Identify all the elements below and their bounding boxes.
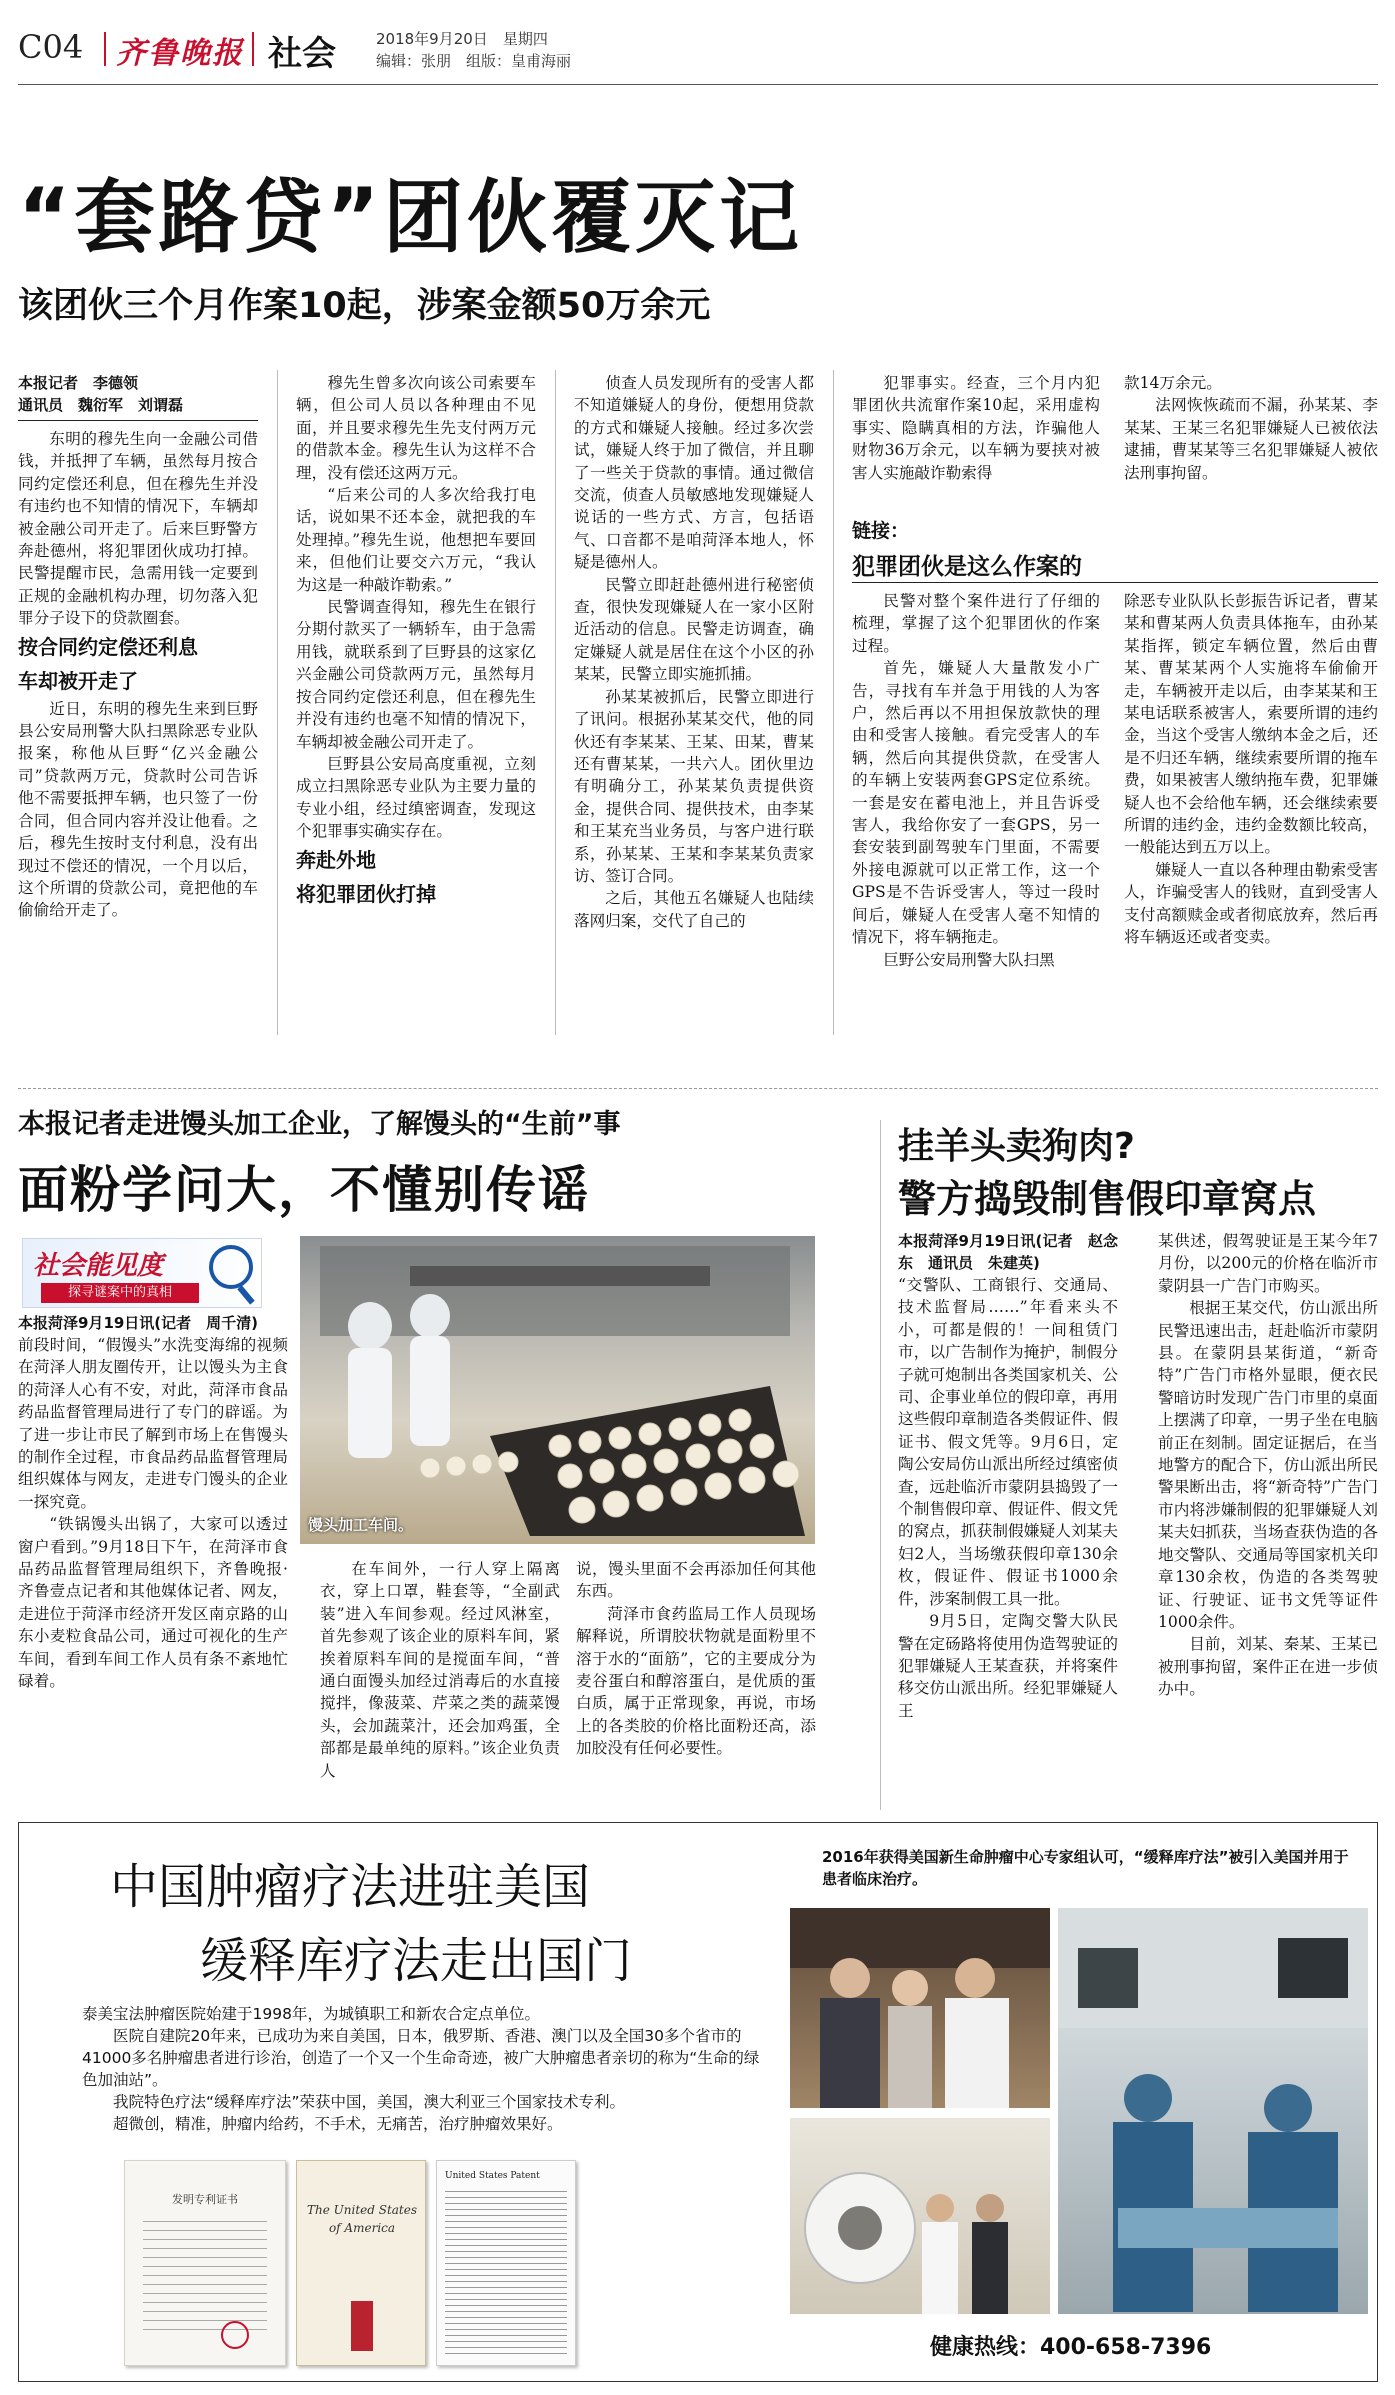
paragraph: 根据王某交代，仿山派出所民警迅速出击，赶赴临沂市蒙阴县。在蒙阴县某街道，“新奇特”广告门市格外显眼，便衣民警暗访时发现广告门市里的桌面上摆满了印章，一男子坐在电脑前正在刻制。固定证据后，在当地警方的配合下，仿山派出所民警果断出击，将“新奇特”广告门市内将涉嫌制假的犯罪嫌疑人刘某夫妇抓获，当场查获伪造的各地交警队、交通局等国家机关印章130余枚，伪造的各类驾驶证、行驶证、证书文凭等证件1000余件。: [1158, 1299, 1378, 1631]
reporter-line: 本报记者 李德领: [18, 374, 139, 392]
story1-col2: [296, 372, 536, 1032]
story1-col3: [574, 372, 814, 1032]
header-date: [376, 28, 548, 49]
ad-title-2: 缓释库疗法走出国门: [200, 1933, 633, 1989]
ad-photo-doctors: [790, 1908, 1050, 2108]
ad-photo-surgery: [1058, 1908, 1368, 2314]
col-divider: [880, 1120, 881, 1810]
col-divider: [277, 370, 278, 1035]
paragraph: 目前，刘某、秦某、王某已被刑事拘留，案件正在进一步侦办中。: [1158, 1635, 1378, 1699]
story2-col1: [18, 1312, 288, 1797]
paragraph: 说，馒头里面不会再添加任何其他东西。: [576, 1560, 816, 1601]
paragraph: 9月5日，定陶交警大队民警在定砀路将使用伪造驾驶证的犯罪嫌疑人王某查获，并将案件移交仿山派出所。经犯罪嫌疑人王: [898, 1612, 1118, 1720]
subheading: 奔赴外地: [296, 847, 376, 872]
seal-icon: [221, 2321, 249, 2349]
photo-caption: 馒头加工车间。: [308, 1516, 414, 1534]
cert-us-title: The United States of America: [306, 2203, 418, 2235]
doctors-illustration: [790, 1908, 1050, 2108]
story1-col1: [18, 428, 258, 1033]
ribbon-icon: [351, 2301, 373, 2351]
story2-col2: [320, 1558, 560, 1798]
date-text: 2018年9月20日: [376, 30, 488, 48]
paragraph: “铁锅馒头出锅了，大家可以透过窗户看到。”9月18日下午，在菏泽市食品药品监督管理局组织下，齐鲁晚报·齐鲁壹点记者和其他媒体记者、网友，走进位于菏泽市经济开发区南京路的山东小麦粒食品公司，通过可视化的生产车间，看到车间工作人员有条不紊地忙碌着。: [18, 1515, 288, 1691]
story2-headline: 面粉学问大，不懂别传谣: [18, 1161, 590, 1219]
page-number: C04: [18, 28, 84, 66]
paragraph: 前段时间，“假馒头”水洗变海绵的视频在菏泽人朋友圈传开，让以馒头为主食的菏泽人心有不安，对此，菏泽市食品药品监督管理局进行了专门的辟谣。为了进一步让市民了解到市场上在售馒头的制作全过程，市食品药品监督管理局组织媒体与网友，走进专门馒头的企业一探究竟。: [18, 1336, 288, 1511]
story3-col2: [1158, 1230, 1378, 1805]
link-label: 链接：: [852, 520, 910, 542]
header-divider-2: [252, 32, 254, 66]
paragraph: 孙某某被抓后，民警立即进行了讯问。根据孙某某交代，他的同伙还有李某某、王某、田某，曹某还有曹某某，一共六人。团伙里边有明确分工，孙某某负责提供资金，提供合同、提供技术，由李某和王某充当业务员，与客户进行联系，孙某某、王某和李某某负责家访、签订合同。: [574, 687, 814, 885]
ad-body-1: 泰美宝法肿瘤医院始建于1998年，为城镇职工和新农合定点单位。: [82, 2005, 540, 2023]
link-col1: [852, 590, 1100, 1030]
story1-byline: [18, 372, 258, 416]
paragraph: 民警调查得知，穆先生在银行分期付款买了一辆轿车，由于急需用钱，就联系到了巨野县的这家亿兴金融公司贷款两万元，虽然每月按合同约定偿还利息，但在穆先生并没有违约也毫不知情的情况下，车辆却被金融公司开走了。: [296, 598, 536, 751]
paragraph: 菏泽市食药监局工作人员现场解释说，所谓胶状物就是面粉里不溶于水的“面筋”，它的主要成分为麦谷蛋白和醇溶蛋白，是优质的蛋白质，属于正常现象，再说，市场上的各类胶的价格比面粉还高，添加胶没有任何必要性。: [576, 1604, 816, 1758]
ad-photo-scanner: [790, 2118, 1050, 2314]
story1-headline: “套路贷”团伙覆灭记: [18, 171, 804, 264]
story1-subhead: 该团伙三个月作案10起，涉案金额50万余元: [18, 286, 711, 326]
surgery-illustration: [1058, 1908, 1368, 2314]
cert-us-doc-title: United States Patent: [445, 2171, 540, 2181]
paragraph: 民警立即赶赴德州进行秘密侦查，很快发现嫌疑人在一家小区附近活动的信息。民警走访调查，确定嫌疑人就是居住在这个小区的孙某某，民警立即实施抓捕。: [574, 575, 814, 684]
ad-title-1: 中国肿瘤疗法进驻美国: [110, 1859, 591, 1915]
link-title: 犯罪团伙是这么作案的: [852, 554, 1082, 580]
column-logo-text: 社会能见度: [33, 1251, 164, 1281]
header-editors: [376, 50, 571, 71]
link-col2: [1124, 590, 1378, 1030]
paragraph: “交警队、工商银行、交通局、技术监督局……”年看来头不小，可都是假的！一间租赁门市，以广告制作为掩护，制假分子就可炮制出各类国家机关、公司、企事业单位的假印章，再用这些假印章制造各类假证件、假证书、假文凭等。9月6日，定陶公安局仿山派出所经过缜密侦查，远赴临沂市蒙阴县捣毁了一个制售假印章、假证件、假文凭的窝点，抓获制假嫌疑人刘某夫妇2人，当场缴获假印章130余枚，假证件、假证书1000余件，涉案制假工具一批。: [898, 1276, 1118, 1608]
paragraph: 近日，东明的穆先生来到巨野县公安局刑警大队扫黑除恶专业队报案，称他从巨野“亿兴金融公司”贷款两万元，贷款时公司告诉他不需要抵押车辆，也只签了一份合同，但合同内容并没让他看。之后，穆先生按时支付利息，没有出现过不偿还的情况，一个月以后，这个所谓的贷款公司，竟把他的车偷偷给开走了。: [18, 699, 258, 920]
cert-us-doc-lines: [445, 2191, 567, 2359]
magnifier-handle-icon: [237, 1285, 254, 1304]
patent-cert-us: [296, 2160, 426, 2366]
subheading: 将犯罪团伙打掉: [296, 881, 436, 906]
link-rule: [852, 582, 1378, 583]
cert-cn-title: 发明专利证书: [172, 2193, 238, 2206]
paragraph: 在车间外，一行人穿上隔离衣，穿上口罩，鞋套等，“全副武装”进入车间参观。经过风淋室，首先参观了该企业的原料车间，紧挨着原料车间的是搅面车间，“普通白面馒头加经过消毒后的水直接搅拌，像菠菜、芹菜之类的蔬菜馒头，会加蔬菜汁，还会加鸡蛋，全部都是最单纯的原料。”该企业负责人: [320, 1560, 560, 1780]
magnifier-icon: [209, 1245, 253, 1289]
col-divider: [555, 370, 556, 1035]
bun-factory-photo: [300, 1236, 815, 1544]
paragraph: 嫌疑人一直以各种理由勒索受害人，诈骗受害人的钱财，直到受害人支付高额赎金或者彻底放弃，然后再将车辆返还或者变卖。: [1124, 860, 1378, 947]
col-divider: [833, 370, 834, 1035]
story2-kicker: 本报记者走进馒头加工企业，了解馒头的“生前”事: [18, 1109, 621, 1140]
cert-cn-lines: [143, 2221, 267, 2331]
patent-cert-us-doc: [436, 2160, 576, 2366]
ad-body-3: 我院特色疗法“缓释库疗法”荣获中国，美国，澳大利亚三个国家技术专利。: [113, 2093, 626, 2111]
patent-cert-cn: [124, 2160, 286, 2366]
subheading: 按合同约定偿还利息: [18, 634, 198, 659]
paragraph: 巨野公安局刑警大队扫黑: [883, 950, 1055, 969]
ad-photo-caption: 2016年获得美国新生命肿瘤中心专家组认可，“缓释库疗法”被引入美国并用于患者临床治疗。: [822, 1848, 1349, 1888]
ad-body-4: 超微创，精准，肿瘤内给药，不手术，无痛苦，治疗肿瘤效果好。: [113, 2115, 563, 2133]
paragraph: 除恶专业队队长彭振告诉记者，曹某某和曹某两人负责具体拖车，由孙某某指挥，锁定车辆位置，然后由曹某、曹某某两个人实施将车偷偷开走，车辆被开走以后，由李某某和王某电话联系被害人，索要所谓的违约金，当这个受害人缴纳本金之后，还是不归还车辆，继续索要所谓的拖车费，如果被害人缴纳拖车费，犯罪嫌疑人也不会给他车辆，还会继续索要所谓的违约金，违约金数额比较高，一般能达到五万以上。: [1124, 592, 1378, 857]
paper-logo: 齐鲁晚报: [116, 36, 244, 71]
story2-col3: [576, 1558, 816, 1798]
correspondent-line: 通讯员 魏衍军 刘谓磊: [18, 396, 184, 414]
section-dotted-rule: [18, 1088, 1378, 1089]
paragraph: 穆先生曾多次向该公司索要车辆，但公司人员以各种理由不见面，并且要求穆先生先支付两万元的借款本金。穆先生认为这样不合理，没有偿还这两万元。: [296, 374, 536, 482]
paragraph: 首先，嫌疑人大量散发小广告，寻找有车并急于用钱的人为客户，然后再以不用担保放款快的理由和受害人接触。看完受害人的车辆，然后向其提供贷款，在受害人的车辆上安装两套GPS定位系统。一套是安在蓄电池上，并且告诉受害人，我给你安了一套GPS，另一套安装到副驾驶车门里面，不需要外接电源就可以正常工作，这一个GPS是不告诉受害人，等过一段时间后，嫌疑人在受害人毫不知情的情况下，将车辆拖走。: [852, 659, 1100, 947]
column-logo: [22, 1238, 262, 1308]
paragraph: 法网恢恢疏而不漏，孙某某、李某某、王某三名犯罪嫌疑人已被依法逮捕，曹某某等三名犯罪嫌疑人被依法刑事拘留。: [1124, 396, 1378, 482]
paragraph: 侦查人员发现所有的受害人都不知道嫌疑人的身份，便想用贷款的方式和嫌疑人接触。经过多次尝试，嫌疑人终于加了微信，并且聊了一些关于贷款的事情。通过微信交流，侦查人员敏感地发现嫌疑人说话的一些方式、方言，包括语气、口音都不是咱菏泽本地人，怀疑是德州人。: [574, 374, 814, 572]
paragraph: “后来公司的人多次给我打电话，说如果不还本金，就把我的车处理掉。”穆先生说，他想把车要回来，但他们让要交六万元，“我认为这是一种敲诈勒索。”: [296, 486, 536, 594]
section-name: 社会: [268, 34, 336, 74]
subheading: 车却被开走了: [18, 668, 138, 693]
column-logo-sub: 探寻谜案中的真相: [41, 1283, 199, 1303]
paragraph: 巨野县公安局高度重视，立刻成立扫黑除恶专业队为主要力量的专业小组，经过缜密调查，发现这个犯罪事实确实存在。: [296, 754, 536, 841]
dateline: 本报菏泽9月19日讯(记者 周千清): [18, 1314, 259, 1332]
story3-headline-1: 挂羊头卖狗肉?: [898, 1126, 1135, 1167]
paragraph: 东明的穆先生向一金融公司借钱，并抵押了车辆，虽然每月按合同约定偿还利息，但在穆先生并没有违约也不知情的情况下，车辆却被金融公司开走了。后来巨野警方奔赴德州，将犯罪团伙成功打掉。民警提醒市民，急需用钱一定要到正规的金融机构办理，切勿落入犯罪分子设下的贷款圈套。: [18, 430, 258, 628]
weekday-text: 星期四: [502, 30, 548, 48]
story1-col5: [1124, 372, 1378, 512]
hotline: 健康热线：400-658-7396: [930, 2335, 1212, 2360]
ad-body-2: 医院自建院20年来，已成功为来自美国，日本，俄罗斯、香港、澳门以及全国30多个省市的41000多名肿瘤患者进行诊治，创造了一个又一个生命奇迹，被广大肿瘤患者亲切的称为“生命的绿色加油站”。: [82, 2027, 760, 2089]
paragraph: 民警对整个案件进行了仔细的梳理，掌握了这个犯罪团伙的作案过程。: [852, 592, 1100, 655]
story3-headline-2: 警方捣毁制售假印章窝点: [898, 1177, 1317, 1221]
bun-factory-illustration: [300, 1236, 815, 1544]
paragraph: 之后，其他五名嫌疑人也陆续落网归案，交代了自己的: [574, 889, 814, 930]
paragraph: 犯罪事实。经查，三个月内犯罪团伙共流窜作案10起，采用虚构事实、隐瞒真相的方法，诈骗他人财物36万余元，以车辆为要挟对被害人实施敲诈勒索得: [852, 374, 1100, 482]
byline-rule: [18, 420, 258, 421]
header-divider-1: [104, 32, 106, 66]
editor-text: 编辑：张朋: [376, 52, 452, 70]
story1-col4: [852, 372, 1100, 512]
layout-text: 组版：皇甫海丽: [466, 52, 572, 70]
paragraph: 款14万余元。: [1124, 374, 1222, 392]
story3-col1: [898, 1230, 1118, 1805]
header-rule: [18, 84, 1378, 85]
ad-body: [82, 2003, 774, 2135]
dateline: 本报菏泽9月19日讯(记者 赵念东 通讯员 朱建英): [898, 1232, 1118, 1272]
page-header: [0, 0, 1395, 90]
paragraph: 某供述，假驾驶证是王某今年7月份，以200元的价格在临沂市蒙阴县一广告门市购买。: [1158, 1232, 1378, 1295]
scanner-illustration: [790, 2118, 1050, 2314]
